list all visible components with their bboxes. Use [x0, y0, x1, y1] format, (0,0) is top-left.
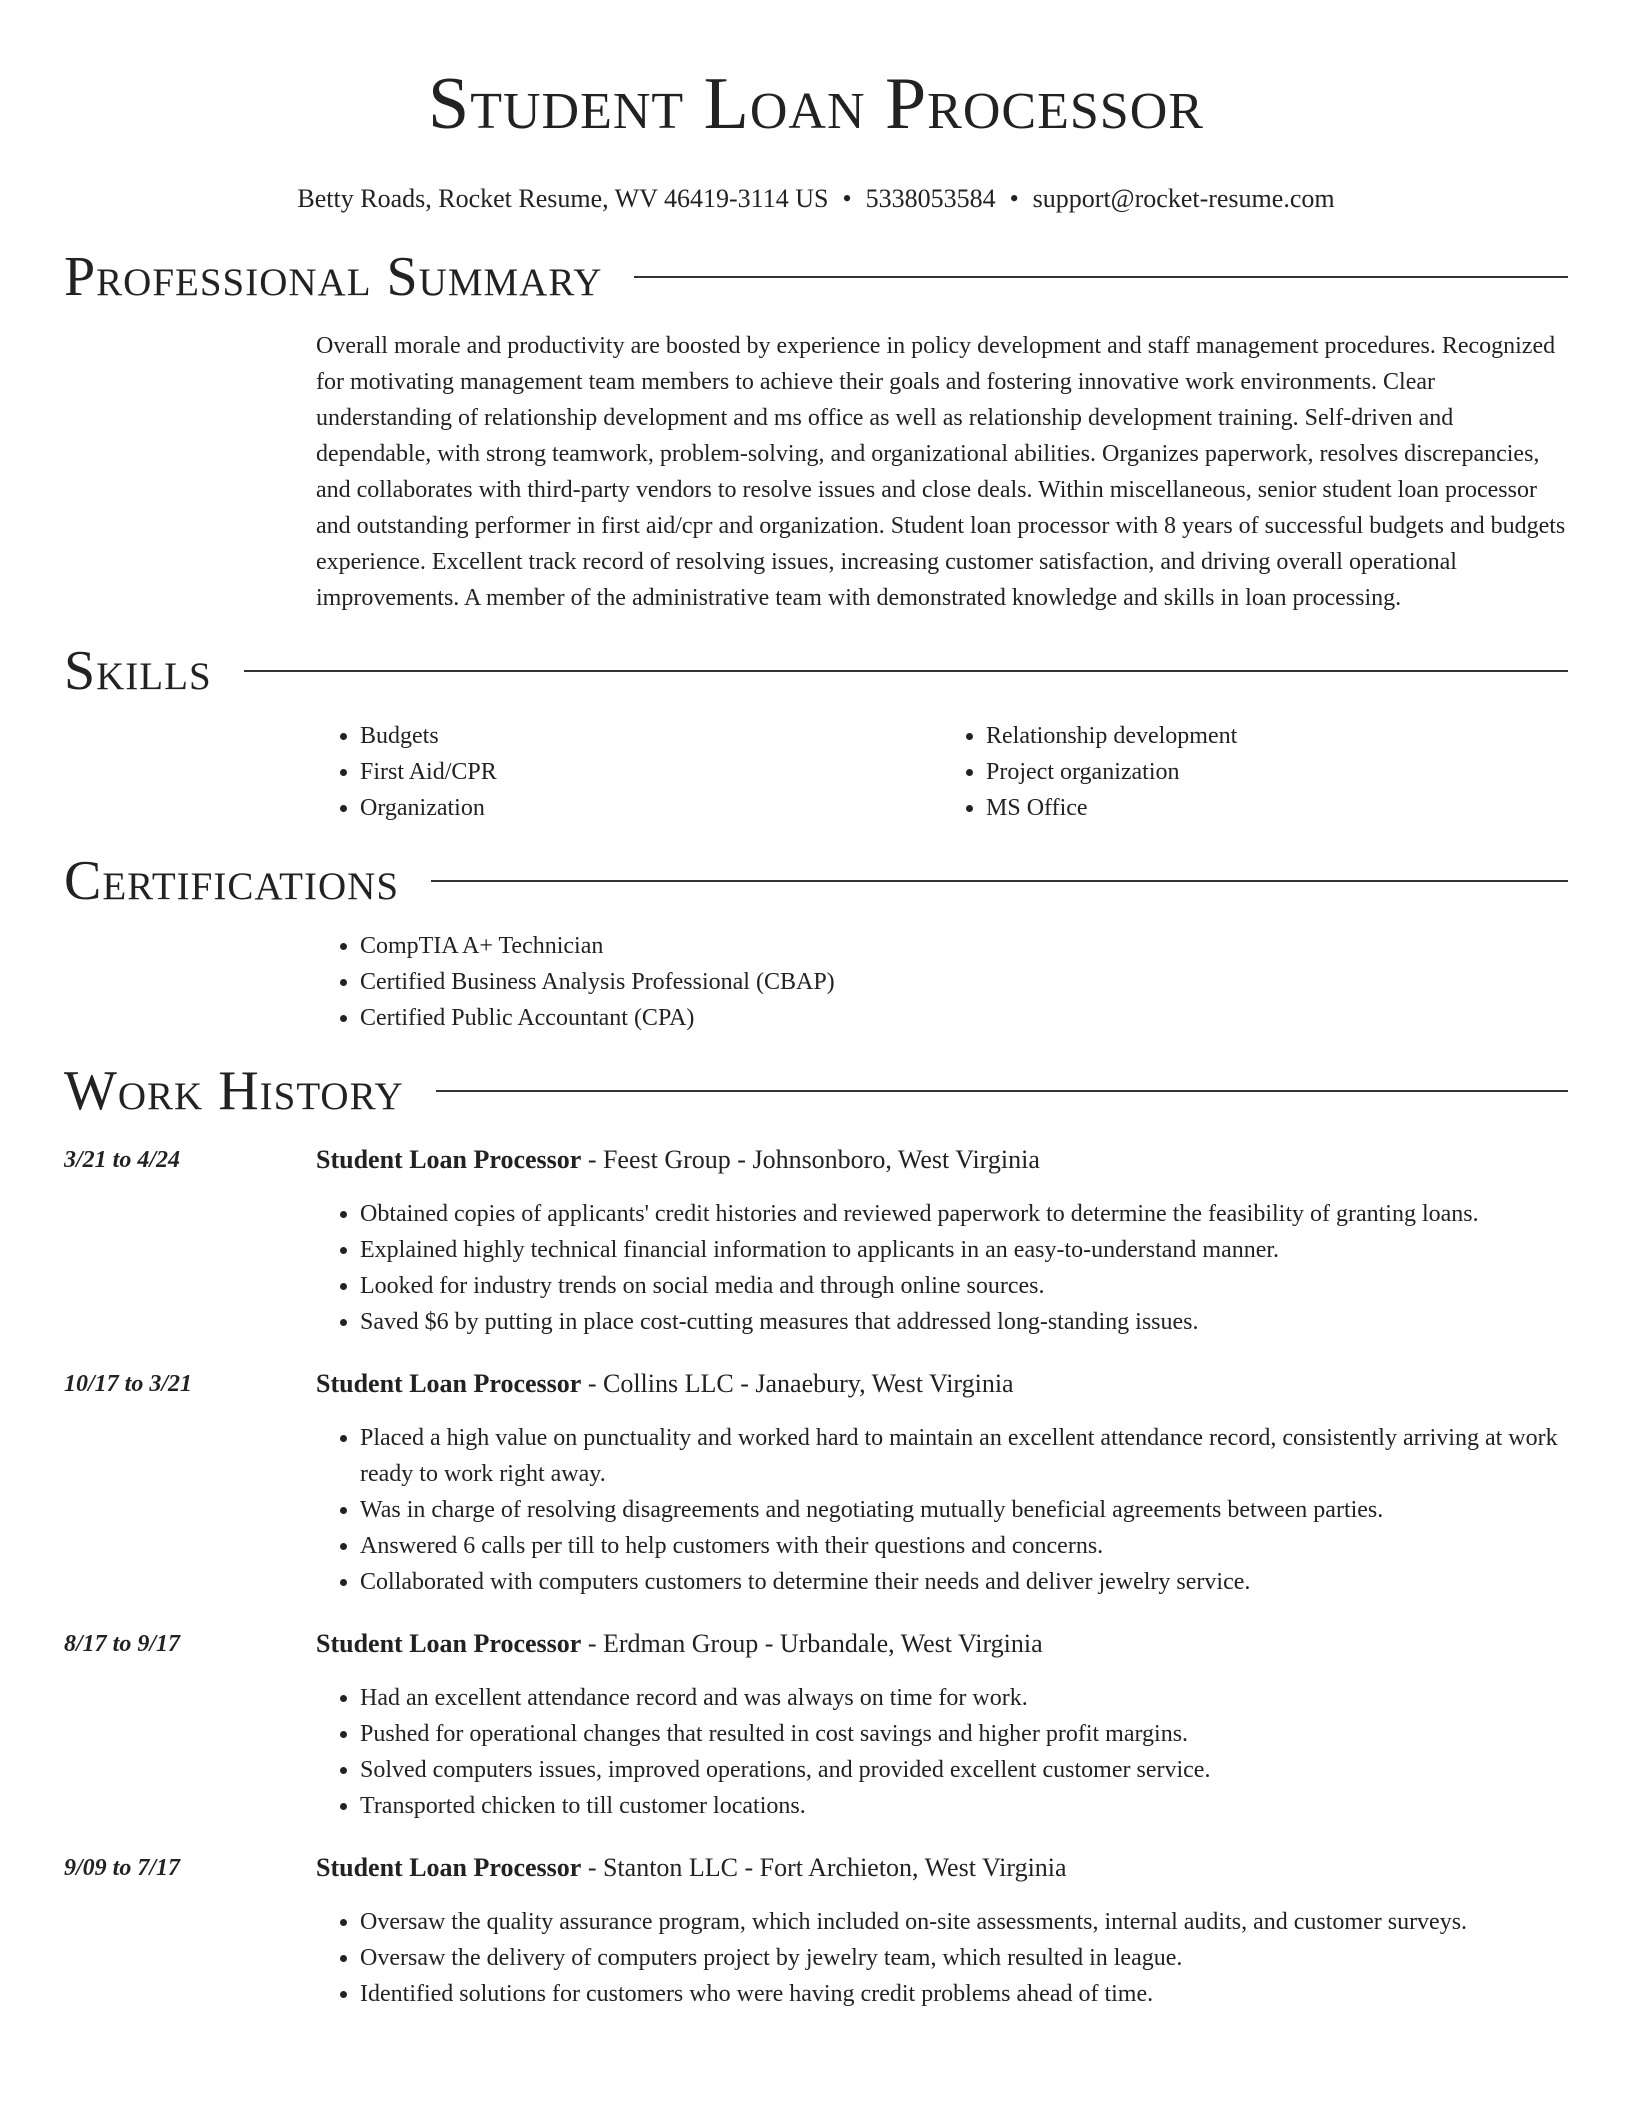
job-title: Student Loan Processor: [316, 1369, 582, 1398]
contact-separator: •: [1009, 184, 1019, 213]
summary-section-header: [64, 242, 1568, 312]
section-divider: [244, 670, 1568, 672]
job-bullets: [316, 1904, 1568, 2012]
work-section-header: [64, 1056, 1568, 1126]
job-dates: 10/17 to 3/21: [64, 1371, 193, 1397]
work-heading: Work History: [64, 1060, 404, 1122]
skill-item: • Organization: [360, 790, 942, 826]
job-employer: - Collins LLC - Janaebury, West Virginia: [581, 1369, 1014, 1398]
certification-item: • CompTIA A+ Technician: [360, 928, 1568, 964]
job-bullet: • Pushed for operational changes that resulted in cost savings and higher profit margins.: [360, 1716, 1568, 1752]
skill-item: • First Aid/CPR: [360, 754, 942, 790]
job-heading: [316, 1366, 1568, 1402]
skills-list: [316, 718, 1568, 826]
skills-section-header: [64, 636, 1568, 706]
skill-item: • MS Office: [986, 790, 1568, 826]
job-bullets: [316, 1680, 1568, 1824]
job-dates: 9/09 to 7/17: [64, 1855, 181, 1881]
job-bullet: • Oversaw the delivery of computers project by jewelry team, which resulted in league.: [360, 1940, 1568, 1976]
job-bullets: [316, 1196, 1568, 1340]
job-bullet: • Saved $6 by putting in place cost-cutting measures that addressed long-standing issues.: [360, 1304, 1568, 1340]
job-employer: - Erdman Group - Urbandale, West Virginia: [581, 1629, 1043, 1658]
section-divider: [436, 1090, 1568, 1092]
job-bullet: • Had an excellent attendance record and was always on time for work.: [360, 1680, 1568, 1716]
job-heading: [316, 1626, 1568, 1662]
job-entry: [64, 1366, 1568, 1600]
skills-heading: Skills: [64, 640, 212, 702]
certification-item: • Certified Business Analysis Professional (CBAP): [360, 964, 1568, 1000]
skill-item: • Budgets: [360, 718, 942, 754]
skill-item: • Relationship development: [986, 718, 1568, 754]
job-heading: [316, 1142, 1568, 1178]
job-title: Student Loan Processor: [316, 1853, 582, 1882]
job-employer: - Feest Group - Johnsonboro, West Virginia: [581, 1145, 1040, 1174]
skills-column-right: [942, 718, 1568, 826]
job-title: Student Loan Processor: [316, 1629, 582, 1658]
job-bullet: • Answered 6 calls per till to help customers with their questions and concerns.: [360, 1528, 1568, 1564]
certifications-section-header: [64, 846, 1568, 916]
resume-title: Student Loan Processor: [428, 63, 1204, 145]
job-employer: - Stanton LLC - Fort Archieton, West Virginia: [581, 1853, 1067, 1882]
job-dates: 8/17 to 9/17: [64, 1631, 181, 1657]
certifications-heading: Certifications: [64, 850, 400, 912]
job-dates: 3/21 to 4/24: [64, 1147, 181, 1173]
contact-separator: •: [842, 184, 852, 213]
skill-item: • Project organization: [986, 754, 1568, 790]
job-bullet: • Placed a high value on punctuality and worked hard to maintain an excellent attendance record, consistently arriving at work ready to work right away.: [360, 1420, 1568, 1492]
job-bullet: • Was in charge of resolving disagreements and negotiating mutually beneficial agreements between parties.: [360, 1492, 1568, 1528]
section-divider: [431, 880, 1568, 882]
job-title: Student Loan Processor: [316, 1145, 582, 1174]
job-bullet: • Obtained copies of applicants' credit histories and reviewed paperwork to determine the feasibility of granting loans.: [360, 1196, 1568, 1232]
contact-phone: 5338053584: [865, 184, 996, 213]
job-bullets: [316, 1420, 1568, 1600]
skills-column-left: [316, 718, 942, 826]
job-entry: [64, 1142, 1568, 1340]
section-divider: [634, 276, 1568, 278]
job-bullet: • Identified solutions for customers who were having credit problems ahead of time.: [360, 1976, 1568, 2012]
job-entry: [64, 1850, 1568, 2012]
contact-address: Betty Roads, Rocket Resume, WV 46419-3114 US: [297, 184, 829, 213]
summary-text: Overall morale and productivity are boosted by experience in policy development and staff management procedures. Recognized for motivating management team members to achieve their goals and fostering innovative work environments. Clear understanding of relationship development and ms office as well as relationship development training. Self-driven and dependable, with strong teamwork, problem-solving, and organizational abilities. Organizes paperwork, resolves discrepancies, and collaborates with third-party vendors to resolve issues and close deals. Within miscellaneous, senior student loan processor and outstanding performer in first aid/cpr and organization. Student loan processor with 8 years of successful budgets and budgets experience. Excellent track record of resolving issues, increasing customer satisfaction, and driving overall operational improvements. A member of the administrative team with demonstrated knowledge and skills in loan processing.: [316, 333, 1566, 611]
job-entry: [64, 1626, 1568, 1824]
certification-item: • Certified Public Accountant (CPA): [360, 1000, 1568, 1036]
job-bullet: • Looked for industry trends on social media and through online sources.: [360, 1268, 1568, 1304]
job-bullet: • Explained highly technical financial information to applicants in an easy-to-understand manner.: [360, 1232, 1568, 1268]
job-bullet: • Solved computers issues, improved operations, and provided excellent customer service.: [360, 1752, 1568, 1788]
certifications-list: [316, 928, 1568, 1036]
job-heading: [316, 1850, 1568, 1886]
job-bullet: • Transported chicken to till customer locations.: [360, 1788, 1568, 1824]
job-bullet: • Collaborated with computers customers to determine their needs and deliver jewelry service.: [360, 1564, 1568, 1600]
job-bullet: • Oversaw the quality assurance program, which included on-site assessments, internal audits, and customer surveys.: [360, 1904, 1568, 1940]
contact-line: [64, 182, 1568, 216]
summary-heading: Professional Summary: [64, 246, 603, 308]
contact-email[interactable]: support@rocket-resume.com: [1032, 184, 1335, 213]
